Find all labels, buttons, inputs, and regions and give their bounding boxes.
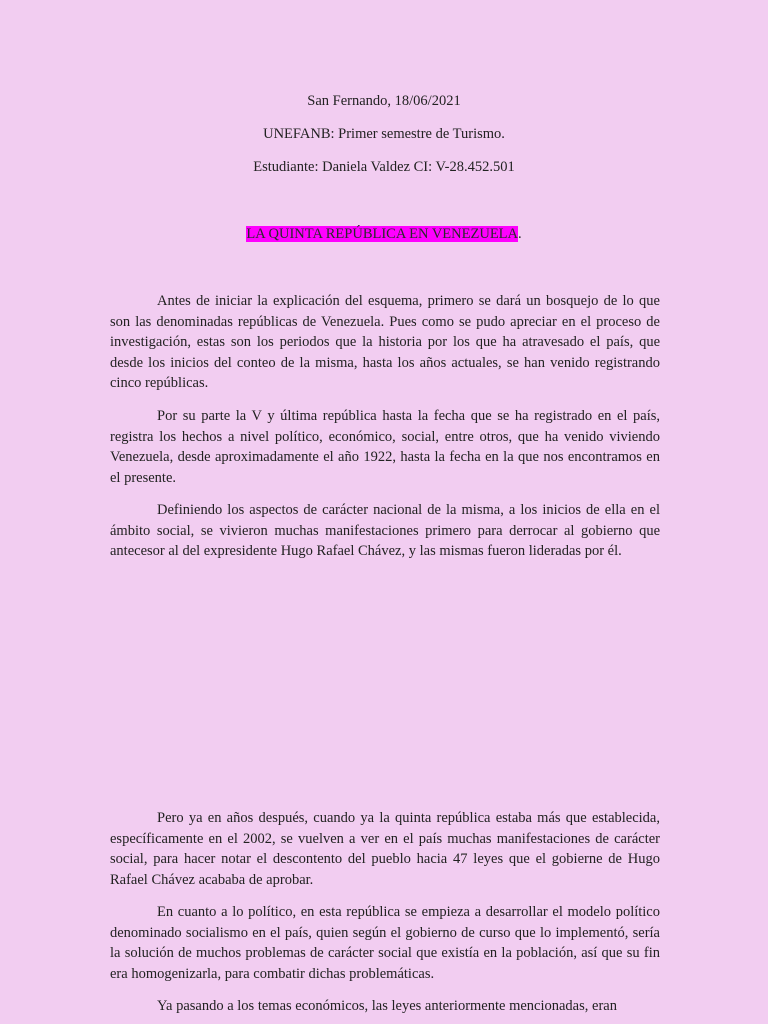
student-line: Estudiante: Daniela Valdez CI: V-28.452.501 <box>253 159 515 175</box>
institution-line: UNEFANB: Primer semestre de Turismo. <box>263 126 505 142</box>
document-title <box>0 225 768 243</box>
paragraph-6: Ya pasando a los temas económicos, las leyes anteriormente mencionadas, eran <box>157 998 617 1014</box>
title-highlight: LA QUINTA REPÚBLICA EN VENEZUELA <box>246 226 519 242</box>
paragraph-4: Pero ya en años después, cuando ya la quinta república estaba más que establecida, específicamente en el 2002, se vuelven a ver en el país muchas manifestaciones de carácter social, para hacer notar el descontento del pueblo hacia 47 leyes que el gobierne de Hugo Rafael Chávez acababa de aprobar. <box>110 810 660 888</box>
title-trailing: . <box>518 226 522 242</box>
place-date-line: San Fernando, 18/06/2021 <box>307 93 461 109</box>
paragraph-5: En cuanto a lo político, en esta república se empieza a desarrollar el modelo político denominado socialismo en el país, quien según el gobierno de curso que lo implementó, sería la solución de muchos problemas de carácter social que existía en la población, así que su fin era homogenizarla, para combatir dichas problemáticas. <box>110 904 660 982</box>
paragraph-1: Antes de iniciar la explicación del esquema, primero se dará un bosquejo de lo que son las denominadas repúblicas de Venezuela. Pues como se pudo apreciar en el proceso de investigación, estas son los periodos que la historia por los que ha atravesado el país, que desde los inicios del conteo de la misma, hasta los años actuales, se han venido registrando cinco repúblicas. <box>110 293 660 392</box>
paragraph-2: Por su parte la V y última república hasta la fecha que se ha registrado en el país, registra los hechos a nivel político, económico, social, entre otros, que ha venido viviendo Venezuela, desde aproximadamente el año 1922, hasta la fecha en la que nos encontramos en el presente. <box>110 408 660 486</box>
paragraph-3: Definiendo los aspectos de carácter nacional de la misma, a los inicios de ella en el ámbito social, se vivieron muchas manifestaciones primero para derrocar al gobierno que antecesor al del expresidente Hugo Rafael Chávez, y las mismas fueron lideradas por él. <box>110 502 660 560</box>
